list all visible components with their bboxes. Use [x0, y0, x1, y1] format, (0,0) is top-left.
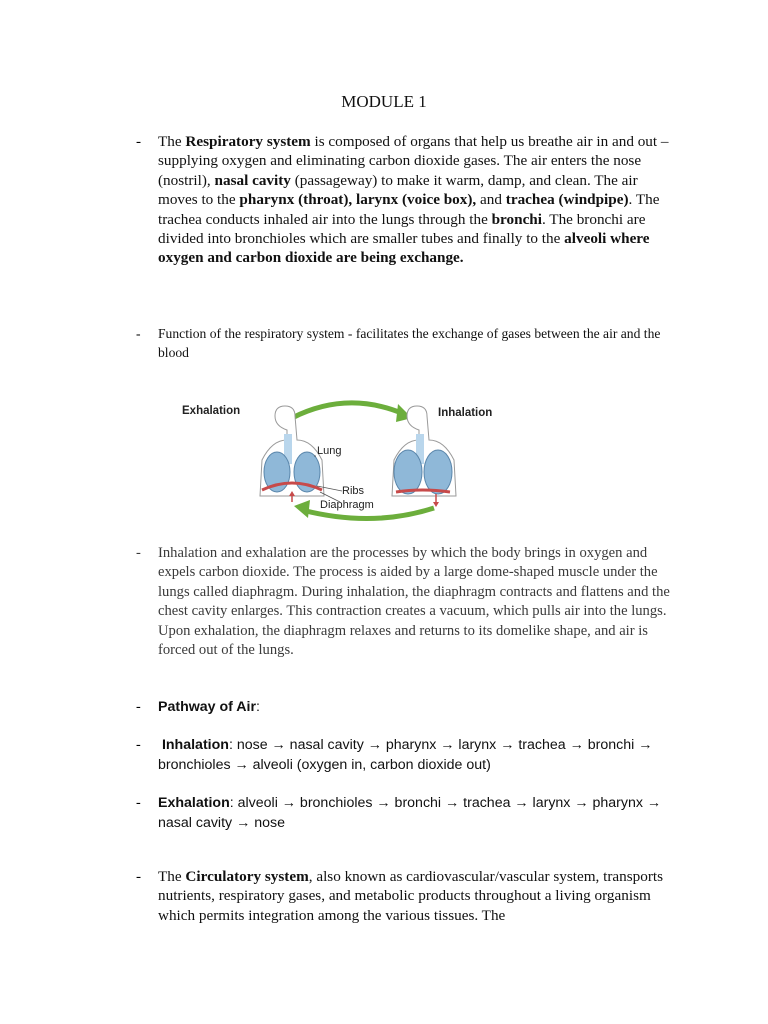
diaphragm-label: Diaphragm — [320, 499, 374, 511]
pathway-heading: Pathway of Air: — [158, 699, 260, 715]
bottom-arrowhead — [294, 500, 310, 518]
lung-label: Lung — [317, 445, 342, 457]
bullet-dash: - — [136, 545, 141, 561]
breathing-process-paragraph: Inhalation and exhalation are the processes by which the body brings in oxygen and expels carbon dioxide. The process is aided by a large dome-shaped muscle under the lungs called diaphragm. During inhalation, the diaphragm contracts and flattens and the chest cavity enlarges. This contraction creates a vacuum, which pulls air into the lungs. Upon exhalation, the diaphragm relaxes and returns to its domelike shape, and air is forced out of the lungs. — [158, 545, 670, 659]
page-title: MODULE 1 — [341, 92, 427, 111]
breathing-diagram — [172, 396, 552, 528]
respiratory-system-paragraph: The Respiratory system is composed of organs that help us breathe air in and out – supplying oxygen and eliminating carbon dioxide gases. The air enters the nose (nostril), nasal cavity (passageway) to make it warm, damp, and clean. The air moves to the pharynx (throat), larynx (voice box), and trachea (windpipe). The trachea conducts inhaled air into the lungs through the bronchi. The bronchi are divided into bronchioles which are smaller tubes and finally to the alveoli where oxygen and carbon dioxide are being exchange. — [158, 133, 669, 267]
bullet-dash: - — [136, 133, 142, 150]
exhalation-label: Exhalation — [182, 405, 241, 417]
inhalation-label: Inhalation — [438, 407, 493, 419]
bullet-dash: - — [136, 868, 142, 885]
inhalation-figure — [392, 406, 456, 507]
inhalation-path-text: Inhalation: nose → nasal cavity → pharynx → larynx → trachea → bronchi → bronchioles → alveoli (oxygen in, carbon dioxide out) — [158, 737, 653, 773]
circulatory-system-paragraph: The Circulatory system, also known as cardiovascular/vascular system, transports nutrients, respiratory gases, and metabolic products throughout a living organism which permits integration among the various tissues. The — [158, 868, 664, 924]
exhalation-path-text: Exhalation: alveoli → bronchioles → bronchi → trachea → larynx → pharynx → nasal cavity → nose — [158, 795, 662, 831]
bullet-dash: - — [136, 737, 141, 753]
top-cycle-arrow — [292, 403, 404, 418]
function-paragraph: Function of the respiratory system - facilitates the exchange of gases between the air and the blood — [158, 326, 661, 360]
ribs-label: Ribs — [342, 485, 365, 497]
bullet-dash: - — [136, 795, 141, 811]
bullet-dash: - — [136, 699, 141, 715]
exhalation-figure — [260, 406, 324, 502]
bullet-dash: - — [136, 326, 141, 341]
